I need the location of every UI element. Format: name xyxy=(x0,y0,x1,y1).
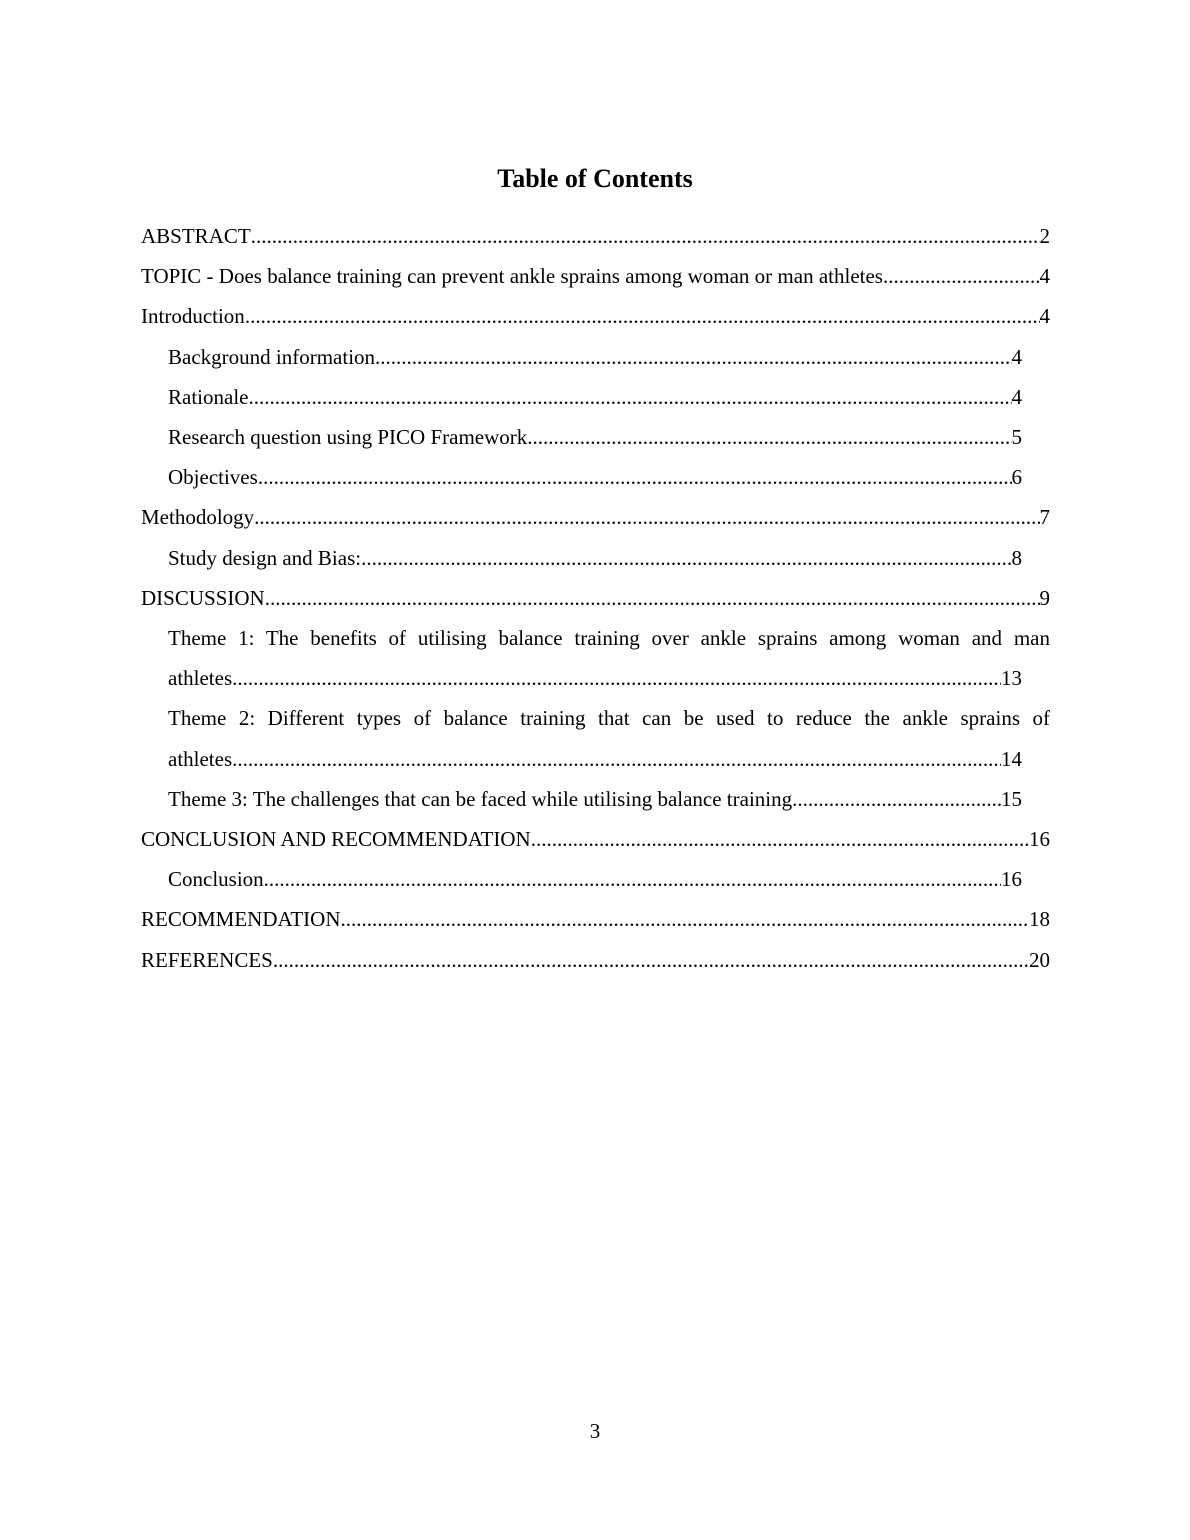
toc-entry-conclusion-and-recommendation[interactable] xyxy=(141,819,1050,859)
toc-title: Table of Contents xyxy=(497,164,693,193)
toc-entry-study-design[interactable] xyxy=(168,538,1022,578)
toc-entry-references[interactable] xyxy=(141,940,1050,980)
toc-entry-text: Background information xyxy=(168,344,376,369)
dot-leader xyxy=(245,296,1040,336)
toc-entry-text-line-1: Theme 1: The benefits of utilising balance training over ankle sprains among woman and man xyxy=(168,626,1050,651)
toc-page-number: 4 xyxy=(1039,304,1050,329)
toc-entry-text-line-2: athletes xyxy=(168,666,233,691)
toc-list xyxy=(0,216,1190,980)
toc-entry-text: RECOMMENDATION xyxy=(141,907,341,932)
toc-entry-theme-3[interactable] xyxy=(168,779,1022,819)
toc-entry-text-line-1: Theme 2: Different types of balance training that can be used to reduce the ankle sprains of xyxy=(168,706,1050,731)
toc-entry-text: Methodology xyxy=(141,505,255,530)
dot-leader xyxy=(232,658,1001,698)
toc-entry-text-line-2: athletes xyxy=(168,746,233,771)
toc-entry-rationale[interactable] xyxy=(168,377,1022,417)
dot-leader xyxy=(531,819,1029,859)
dot-leader xyxy=(361,538,1011,578)
toc-entry-text: Introduction xyxy=(141,304,245,329)
toc-entry-objectives[interactable] xyxy=(168,457,1022,497)
toc-page-number: 20 xyxy=(1029,947,1050,972)
dot-leader xyxy=(258,457,1012,497)
toc-entry-text: ABSTRACT xyxy=(141,224,251,248)
toc-page-number: 6 xyxy=(1011,465,1022,490)
toc-page-number: 13 xyxy=(1001,666,1022,691)
dot-leader xyxy=(254,497,1039,537)
toc-entry-text: Study design and Bias: xyxy=(168,545,362,570)
toc-page-number: 15 xyxy=(1001,786,1022,811)
toc-entry-recommendation[interactable] xyxy=(141,899,1050,939)
toc-page-number: 4 xyxy=(1011,344,1022,369)
dot-leader xyxy=(883,256,1040,296)
toc-page-number: 18 xyxy=(1029,907,1050,932)
dot-leader xyxy=(341,899,1030,939)
toc-entry-introduction[interactable] xyxy=(141,296,1050,336)
toc-page-number: 9 xyxy=(1039,585,1050,610)
toc-entry-methodology[interactable] xyxy=(141,497,1050,537)
toc-entry-conclusion[interactable] xyxy=(168,859,1022,899)
toc-entry-text: TOPIC - Does balance training can prevent ankle sprains among woman or man athletes xyxy=(141,264,883,289)
toc-entry-text: Objectives xyxy=(168,465,258,490)
toc-entry-discussion[interactable] xyxy=(141,578,1050,618)
dot-leader xyxy=(527,417,1011,457)
toc-entry-text: REFERENCES xyxy=(141,947,273,972)
toc-page-number: 8 xyxy=(1011,545,1022,570)
toc-entry-background-information[interactable] xyxy=(168,337,1022,377)
toc-entry-text: Theme 3: The challenges that can be faced while utilising balance training xyxy=(168,786,793,811)
toc-entry-text: Conclusion xyxy=(168,867,264,892)
toc-page-number: 7 xyxy=(1039,505,1050,530)
toc-entry-text: CONCLUSION AND RECOMMENDATION xyxy=(141,827,531,852)
toc-entry-topic[interactable] xyxy=(141,256,1050,296)
dot-leader xyxy=(248,377,1011,417)
toc-entry-research-question[interactable] xyxy=(168,417,1022,457)
toc-page-number: 14 xyxy=(1001,746,1022,771)
dot-leader xyxy=(251,216,1040,256)
dot-leader xyxy=(375,337,1011,377)
toc-page-number: 5 xyxy=(1011,425,1022,450)
toc-page-number: 4 xyxy=(1011,384,1022,409)
toc-entry-text: Research question using PICO Framework xyxy=(168,425,528,450)
dot-leader xyxy=(265,578,1040,618)
toc-page-number: 2 xyxy=(1039,224,1050,248)
toc-page-number: 16 xyxy=(1001,867,1022,892)
toc-entry-text: DISCUSSION xyxy=(141,585,265,610)
dot-leader xyxy=(273,940,1029,980)
dot-leader xyxy=(264,859,1001,899)
toc-entry-theme-2[interactable] xyxy=(168,698,1050,778)
toc-page-number: 4 xyxy=(1039,264,1050,289)
dot-leader xyxy=(232,739,1001,779)
toc-entry-abstract[interactable] xyxy=(141,216,1050,256)
toc-page-number: 16 xyxy=(1029,827,1050,852)
toc-entry-theme-1[interactable] xyxy=(168,618,1050,698)
dot-leader xyxy=(792,779,1001,819)
page-number: 3 xyxy=(589,1419,601,1443)
toc-entry-text: Rationale xyxy=(168,384,249,409)
